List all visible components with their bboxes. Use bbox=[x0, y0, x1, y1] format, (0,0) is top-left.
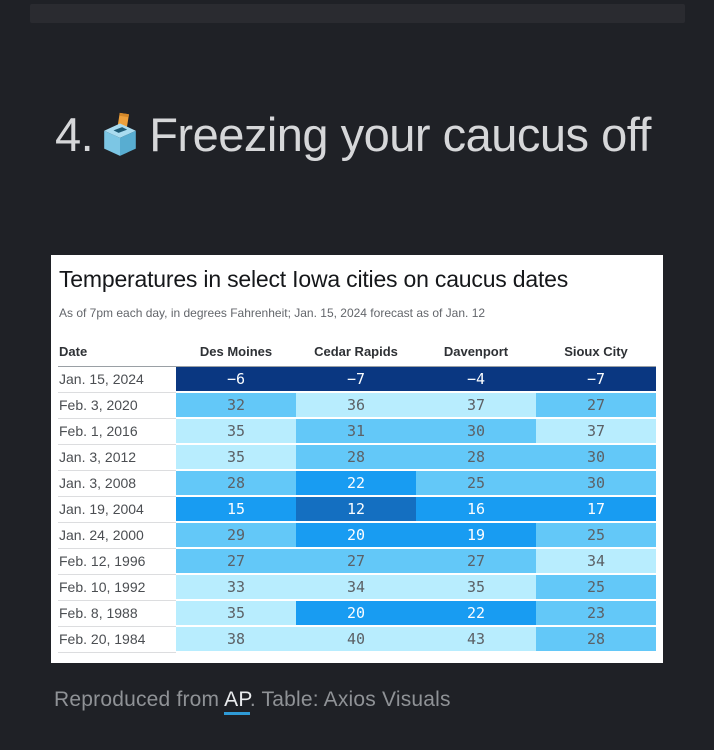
article-section-heading bbox=[55, 97, 667, 172]
column-header-davenport: Davenport bbox=[416, 344, 536, 367]
table-row bbox=[58, 444, 656, 470]
temp-cell: 28 bbox=[176, 470, 296, 496]
temp-cell: 37 bbox=[536, 418, 656, 444]
date-cell: Feb. 12, 1996 bbox=[58, 548, 176, 574]
temp-cell: 25 bbox=[536, 522, 656, 548]
temp-cell: 30 bbox=[536, 444, 656, 470]
date-cell: Feb. 10, 1992 bbox=[58, 574, 176, 600]
temp-cell: 22 bbox=[296, 470, 416, 496]
temp-cell: 20 bbox=[296, 522, 416, 548]
date-cell: Jan. 15, 2024 bbox=[58, 367, 176, 393]
temperature-table bbox=[58, 344, 656, 653]
table-row bbox=[58, 600, 656, 626]
column-header-date: Date bbox=[58, 344, 176, 367]
ap-link[interactable]: AP bbox=[224, 688, 250, 715]
temp-cell: 36 bbox=[296, 392, 416, 418]
temp-cell: 25 bbox=[416, 470, 536, 496]
temp-cell: 25 bbox=[536, 574, 656, 600]
figure-title: Temperatures in select Iowa cities on caucus dates bbox=[59, 266, 569, 292]
column-header-des-moines: Des Moines bbox=[176, 344, 296, 367]
temp-cell: 40 bbox=[296, 626, 416, 652]
table-row bbox=[58, 548, 656, 574]
source-caption bbox=[54, 688, 451, 712]
temp-cell: 22 bbox=[416, 600, 536, 626]
temp-cell: 31 bbox=[296, 418, 416, 444]
table-row bbox=[58, 522, 656, 548]
date-cell: Feb. 3, 2020 bbox=[58, 392, 176, 418]
temp-cell: 37 bbox=[416, 392, 536, 418]
temp-cell: 27 bbox=[416, 548, 536, 574]
temp-cell: 35 bbox=[176, 418, 296, 444]
temp-cell: 12 bbox=[296, 496, 416, 522]
table-row bbox=[58, 367, 656, 393]
temp-cell: 28 bbox=[416, 444, 536, 470]
ballot-box-icon bbox=[97, 104, 143, 150]
temp-cell: 20 bbox=[296, 600, 416, 626]
temp-cell: 34 bbox=[536, 548, 656, 574]
date-cell: Jan. 3, 2012 bbox=[58, 444, 176, 470]
top-skeleton-bar bbox=[30, 4, 685, 23]
temp-cell: 19 bbox=[416, 522, 536, 548]
temp-cell: 16 bbox=[416, 496, 536, 522]
figure-subtitle: As of 7pm each day, in degrees Fahrenheit; Jan. 15, 2024 forecast as of Jan. 12 bbox=[59, 306, 486, 320]
temp-cell: 27 bbox=[176, 548, 296, 574]
date-cell: Feb. 1, 2016 bbox=[58, 418, 176, 444]
table-row bbox=[58, 496, 656, 522]
table-figure-card bbox=[51, 255, 663, 663]
temp-cell: 32 bbox=[176, 392, 296, 418]
table-row bbox=[58, 626, 656, 652]
date-cell: Jan. 3, 2008 bbox=[58, 470, 176, 496]
temp-cell: 34 bbox=[296, 574, 416, 600]
table-row bbox=[58, 470, 656, 496]
temp-cell: 33 bbox=[176, 574, 296, 600]
temp-cell: 23 bbox=[536, 600, 656, 626]
temp-cell: 35 bbox=[416, 574, 536, 600]
temp-cell: −7 bbox=[536, 367, 656, 393]
temp-cell: 38 bbox=[176, 626, 296, 652]
temp-cell: 27 bbox=[296, 548, 416, 574]
heading-number: 4. bbox=[55, 108, 94, 161]
table-row bbox=[58, 392, 656, 418]
temp-cell: 43 bbox=[416, 626, 536, 652]
temp-cell: 28 bbox=[536, 626, 656, 652]
column-header-sioux-city: Sioux City bbox=[536, 344, 656, 367]
caption-prefix: Reproduced from bbox=[54, 688, 225, 711]
temp-cell: 28 bbox=[296, 444, 416, 470]
table-row bbox=[58, 418, 656, 444]
heading-text: Freezing your caucus off bbox=[149, 108, 651, 161]
table-row bbox=[58, 574, 656, 600]
date-cell: Jan. 24, 2000 bbox=[58, 522, 176, 548]
temp-cell: −7 bbox=[296, 367, 416, 393]
column-header-cedar-rapids: Cedar Rapids bbox=[296, 344, 416, 367]
temp-cell: 30 bbox=[536, 470, 656, 496]
date-cell: Feb. 8, 1988 bbox=[58, 600, 176, 626]
temp-cell: 29 bbox=[176, 522, 296, 548]
temp-cell: −6 bbox=[176, 367, 296, 393]
temp-cell: 17 bbox=[536, 496, 656, 522]
temp-cell: 35 bbox=[176, 600, 296, 626]
temp-cell: 27 bbox=[536, 392, 656, 418]
temp-cell: 15 bbox=[176, 496, 296, 522]
temp-cell: 30 bbox=[416, 418, 536, 444]
temp-cell: −4 bbox=[416, 367, 536, 393]
temp-cell: 35 bbox=[176, 444, 296, 470]
date-cell: Jan. 19, 2004 bbox=[58, 496, 176, 522]
header-row bbox=[58, 344, 656, 367]
caption-suffix: . Table: Axios Visuals bbox=[249, 688, 451, 711]
date-cell: Feb. 20, 1984 bbox=[58, 626, 176, 652]
